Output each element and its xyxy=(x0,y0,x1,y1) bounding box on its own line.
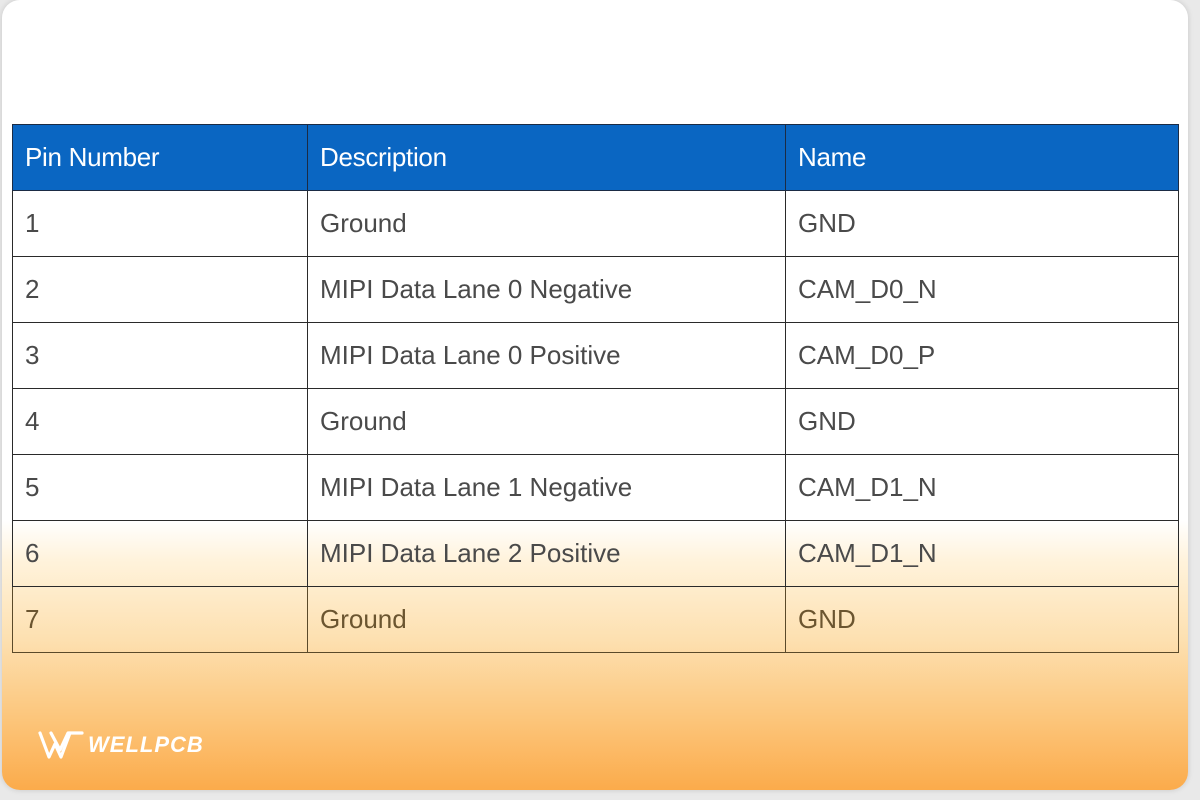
cell-description: MIPI Data Lane 1 Negative xyxy=(308,455,786,521)
cell-pin-number: 3 xyxy=(13,323,308,389)
cell-name: CAM_D1_N xyxy=(786,455,1179,521)
table-row xyxy=(13,257,1179,323)
cell-pin-number: 1 xyxy=(13,191,308,257)
wellpcb-w-logo-icon xyxy=(38,730,84,760)
cell-description: Ground xyxy=(308,587,786,653)
cell-pin-number: 5 xyxy=(13,455,308,521)
table-header-row xyxy=(13,125,1179,191)
table-row xyxy=(13,191,1179,257)
logo-text: WELLPCB xyxy=(88,732,204,757)
cell-pin-number: 7 xyxy=(13,587,308,653)
pin-table-card xyxy=(2,0,1188,790)
cell-description: Ground xyxy=(308,191,786,257)
cell-name: CAM_D1_N xyxy=(786,521,1179,587)
cell-pin-number: 6 xyxy=(13,521,308,587)
table-row xyxy=(13,587,1179,653)
cell-pin-number: 4 xyxy=(13,389,308,455)
cell-name: GND xyxy=(786,389,1179,455)
header-name: Name xyxy=(786,125,1179,191)
table-row xyxy=(13,323,1179,389)
table-row xyxy=(13,455,1179,521)
cell-description: Ground xyxy=(308,389,786,455)
cell-description: MIPI Data Lane 2 Positive xyxy=(308,521,786,587)
cell-pin-number: 2 xyxy=(13,257,308,323)
table-row xyxy=(13,521,1179,587)
table-row xyxy=(13,389,1179,455)
cell-name: GND xyxy=(786,587,1179,653)
wellpcb-logo xyxy=(38,728,204,762)
cell-name: CAM_D0_P xyxy=(786,323,1179,389)
pin-table xyxy=(12,124,1179,653)
cell-name: GND xyxy=(786,191,1179,257)
header-pin-number: Pin Number xyxy=(13,125,308,191)
cell-name: CAM_D0_N xyxy=(786,257,1179,323)
header-description: Description xyxy=(308,125,786,191)
cell-description: MIPI Data Lane 0 Positive xyxy=(308,323,786,389)
cell-description: MIPI Data Lane 0 Negative xyxy=(308,257,786,323)
